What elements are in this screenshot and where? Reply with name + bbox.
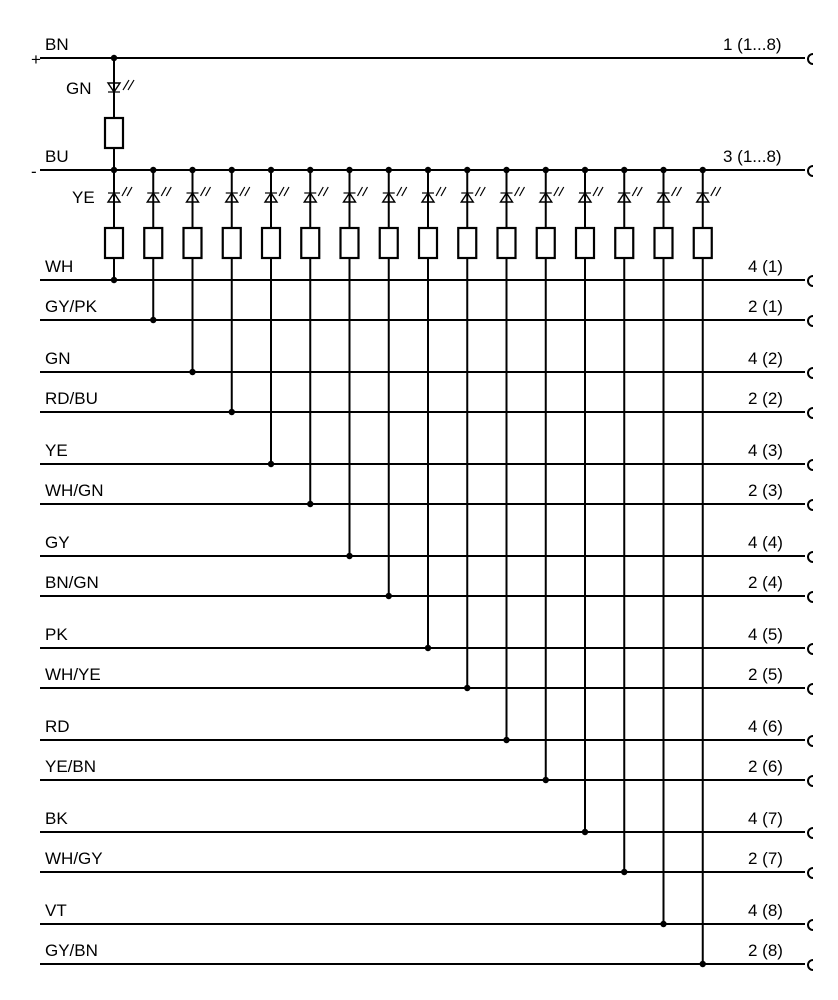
socket-contact-icon bbox=[808, 54, 813, 64]
socket-contact-icon bbox=[808, 684, 813, 694]
socket-contact-icon bbox=[808, 736, 813, 746]
junction-dot bbox=[503, 737, 509, 743]
signal-row bbox=[40, 941, 813, 970]
signal-row bbox=[40, 757, 813, 786]
signal-row bbox=[40, 389, 813, 418]
resistor-icon bbox=[105, 228, 123, 258]
signal-label: GY bbox=[45, 533, 70, 552]
minus-rail bbox=[31, 147, 813, 181]
signal-branch bbox=[419, 167, 446, 651]
signal-pin: 2 (2) bbox=[748, 389, 783, 408]
signal-row bbox=[40, 665, 813, 694]
signal-pin: 2 (3) bbox=[748, 481, 783, 500]
plus-rail-pin: 1 (1...8) bbox=[723, 35, 782, 54]
signal-label: WH/GN bbox=[45, 481, 104, 500]
signal-label: GY/BN bbox=[45, 941, 98, 960]
signal-label: BK bbox=[45, 809, 68, 828]
signal-branch bbox=[223, 167, 250, 415]
junction-dot bbox=[464, 685, 470, 691]
socket-contact-icon bbox=[808, 552, 813, 562]
resistor-icon bbox=[380, 228, 398, 258]
led-diode-icon bbox=[226, 187, 250, 202]
socket-contact-icon bbox=[808, 500, 813, 510]
socket-contact-icon bbox=[808, 460, 813, 470]
resistor-icon bbox=[655, 228, 673, 258]
junction-dot bbox=[543, 777, 549, 783]
signal-branch bbox=[301, 167, 328, 507]
signal-rows bbox=[40, 257, 813, 970]
socket-contact-icon bbox=[808, 776, 813, 786]
junction-dot bbox=[660, 921, 666, 927]
signal-branch bbox=[537, 167, 564, 783]
signal-branch bbox=[615, 167, 642, 875]
signal-label: WH/GY bbox=[45, 849, 103, 868]
signal-led-label: YE bbox=[72, 188, 95, 207]
signal-branch bbox=[694, 167, 721, 967]
resistor-icon bbox=[184, 228, 202, 258]
junction-dot bbox=[582, 829, 588, 835]
signal-pin: 4 (4) bbox=[748, 533, 783, 552]
minus-rail-pin: 3 (1...8) bbox=[723, 147, 782, 166]
socket-contact-icon bbox=[808, 960, 813, 970]
led-diode-icon bbox=[422, 187, 446, 202]
junction-dot bbox=[307, 501, 313, 507]
power-indicator-branch bbox=[66, 55, 134, 170]
power-led-label: GN bbox=[66, 79, 92, 98]
led-diode-icon bbox=[383, 187, 407, 202]
led-diode-icon bbox=[265, 187, 289, 202]
led-diode-icon bbox=[304, 187, 328, 202]
signal-branch bbox=[184, 167, 211, 375]
signal-row bbox=[40, 717, 813, 746]
junction-dot bbox=[229, 409, 235, 415]
resistor-icon bbox=[301, 228, 319, 258]
resistor-icon bbox=[694, 228, 712, 258]
signal-pin: 4 (2) bbox=[748, 349, 783, 368]
signal-pin: 2 (5) bbox=[748, 665, 783, 684]
signal-label: YE/BN bbox=[45, 757, 97, 776]
signal-pin: 4 (7) bbox=[748, 809, 783, 828]
led-diode-icon bbox=[344, 187, 368, 202]
signal-label: VT bbox=[45, 901, 67, 920]
signal-row bbox=[40, 533, 813, 562]
junction-dot bbox=[189, 369, 195, 375]
signal-pin: 2 (6) bbox=[748, 757, 783, 776]
signal-branch bbox=[105, 167, 132, 283]
plus-polarity: + bbox=[31, 50, 41, 69]
signal-row bbox=[40, 809, 813, 838]
signal-row bbox=[40, 349, 813, 378]
led-diode-icon bbox=[461, 187, 485, 202]
junction-dot bbox=[268, 461, 274, 467]
led-diode-icon bbox=[108, 187, 132, 202]
signal-label: WH bbox=[45, 257, 74, 276]
signal-pin: 2 (4) bbox=[748, 573, 783, 592]
socket-contact-icon bbox=[808, 368, 813, 378]
signal-branch bbox=[498, 167, 525, 743]
signal-branch bbox=[380, 167, 407, 599]
led-diode-icon bbox=[579, 187, 603, 202]
led-diode-icon bbox=[658, 187, 682, 202]
socket-contact-icon bbox=[808, 166, 813, 176]
signal-label: WH/YE bbox=[45, 665, 101, 684]
signal-row bbox=[40, 573, 813, 602]
resistor-icon bbox=[576, 228, 594, 258]
minus-polarity: - bbox=[31, 162, 37, 181]
led-diode-icon bbox=[618, 187, 642, 202]
signal-label: GY/PK bbox=[45, 297, 97, 316]
resistor-icon bbox=[458, 228, 476, 258]
plus-rail-label: BN bbox=[45, 35, 69, 54]
resistor-icon bbox=[615, 228, 633, 258]
junction-dot bbox=[425, 645, 431, 651]
socket-contact-icon bbox=[808, 828, 813, 838]
signal-row bbox=[40, 901, 813, 930]
signal-label: GN bbox=[45, 349, 71, 368]
junction-dot bbox=[700, 961, 706, 967]
socket-contact-icon bbox=[808, 644, 813, 654]
socket-contact-icon bbox=[808, 920, 813, 930]
signal-pin: 4 (5) bbox=[748, 625, 783, 644]
signal-branch bbox=[144, 167, 171, 323]
signal-branch bbox=[341, 167, 368, 559]
junction-dot bbox=[150, 317, 156, 323]
signal-pin: 4 (6) bbox=[748, 717, 783, 736]
signal-pin: 2 (1) bbox=[748, 297, 783, 316]
socket-contact-icon bbox=[808, 592, 813, 602]
signal-pin: 4 (3) bbox=[748, 441, 783, 460]
junction-dot bbox=[111, 277, 117, 283]
signal-label: RD bbox=[45, 717, 70, 736]
junction-dot bbox=[621, 869, 627, 875]
resistor-icon bbox=[498, 228, 516, 258]
signal-branches bbox=[105, 167, 721, 967]
resistor-icon bbox=[419, 228, 437, 258]
led-diode-icon bbox=[187, 187, 211, 202]
signal-pin: 4 (1) bbox=[748, 257, 783, 276]
resistor-icon bbox=[144, 228, 162, 258]
led-diode-icon bbox=[540, 187, 564, 202]
junction-dot bbox=[346, 553, 352, 559]
resistor-icon bbox=[223, 228, 241, 258]
resistor-icon bbox=[537, 228, 555, 258]
signal-branch bbox=[458, 167, 485, 691]
led-diode-icon bbox=[147, 187, 171, 202]
signal-branch bbox=[576, 167, 603, 835]
signal-label: YE bbox=[45, 441, 68, 460]
signal-row bbox=[40, 849, 813, 878]
socket-contact-icon bbox=[808, 276, 813, 286]
resistor-icon bbox=[262, 228, 280, 258]
power-resistor-icon bbox=[105, 118, 123, 148]
socket-contact-icon bbox=[808, 408, 813, 418]
signal-pin: 2 (7) bbox=[748, 849, 783, 868]
led-diode-icon bbox=[697, 187, 721, 202]
signal-label: BN/GN bbox=[45, 573, 99, 592]
signal-label: PK bbox=[45, 625, 68, 644]
plus-rail bbox=[31, 35, 813, 69]
signal-row bbox=[40, 441, 813, 470]
led-diode-icon bbox=[501, 187, 525, 202]
socket-contact-icon bbox=[808, 868, 813, 878]
minus-rail-label: BU bbox=[45, 147, 69, 166]
signal-row bbox=[40, 481, 813, 510]
signal-pin: 4 (8) bbox=[748, 901, 783, 920]
power-led-icon bbox=[108, 80, 134, 92]
signal-branch bbox=[262, 167, 289, 467]
signal-pin: 2 (8) bbox=[748, 941, 783, 960]
socket-contact-icon bbox=[808, 316, 813, 326]
junction-dot bbox=[386, 593, 392, 599]
signal-label: RD/BU bbox=[45, 389, 98, 408]
signal-row bbox=[40, 257, 813, 286]
resistor-icon bbox=[341, 228, 359, 258]
